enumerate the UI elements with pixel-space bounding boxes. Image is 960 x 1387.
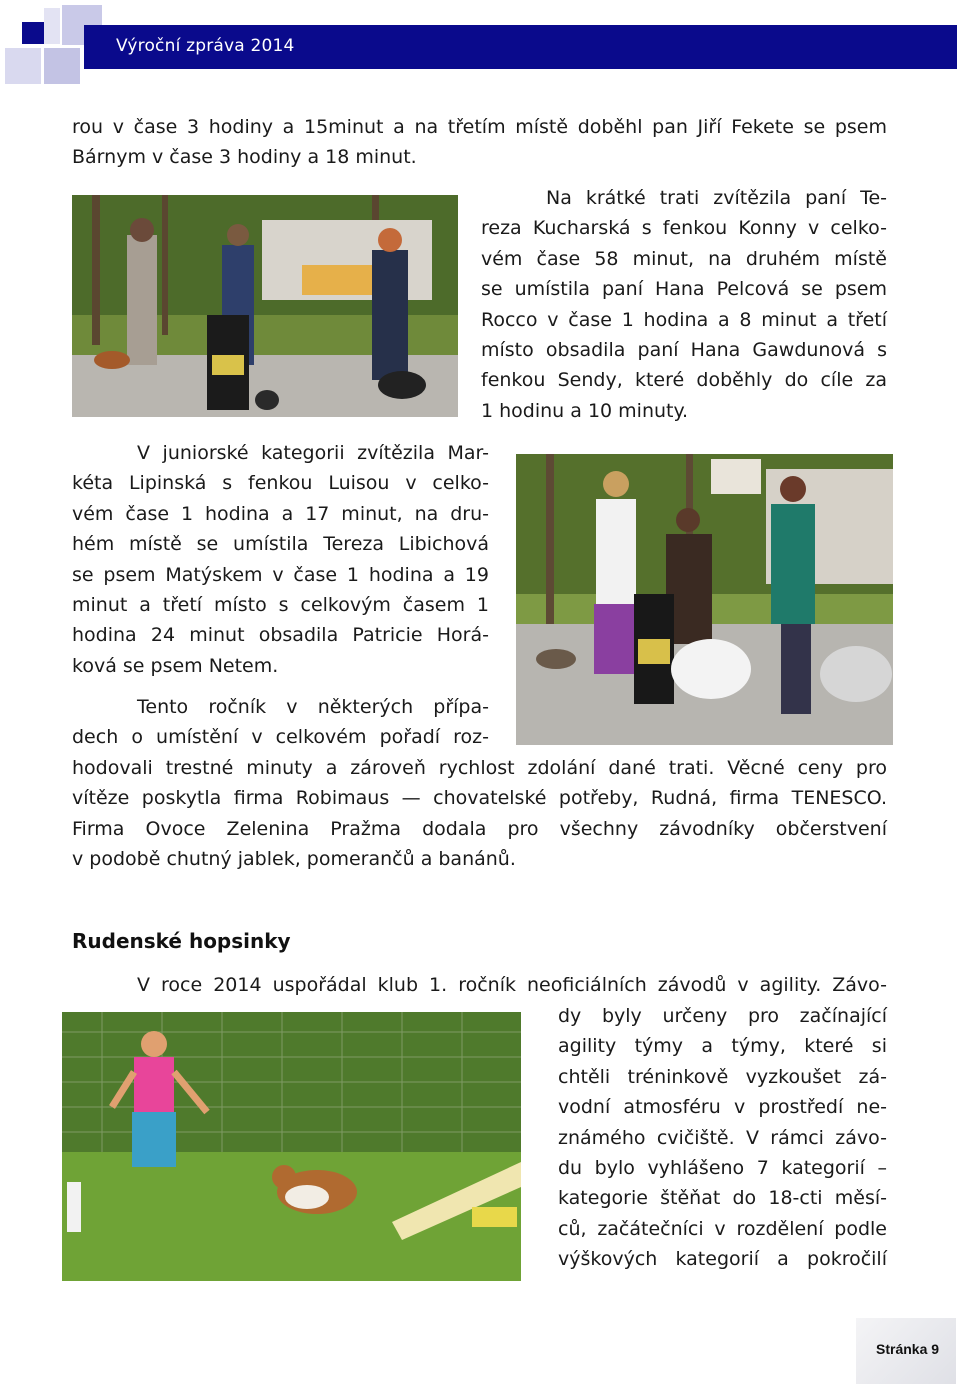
header-square-light xyxy=(5,48,41,84)
text-line: Rocco v čase 1 hodina a 8 minut a třetí xyxy=(481,308,887,331)
text-line: výškových kategorií a pokročilí xyxy=(558,1248,887,1271)
text-line: vodní atmosféru v prostředí ne- xyxy=(558,1096,887,1119)
text-line: vém čase 58 minut, na druhém místě xyxy=(481,247,887,270)
text-line: Na krátké trati zvítězila paní Te- xyxy=(546,187,887,209)
text-line: Firma Ovoce Zelenina Pražma dodala pro všechny závodníky občerstvení xyxy=(72,817,887,840)
text-line: agility týmy a týmy, které si xyxy=(558,1035,887,1058)
text-line: V roce 2014 uspořádal klub 1. ročník neoficiálních závodů v agility. Závo- xyxy=(137,974,887,996)
text-line: hém místě se umístila Tereza Libichová xyxy=(72,533,489,556)
text-line: v podobě chutný jablek, pomerančů a banánů. xyxy=(72,848,516,871)
header-square-light xyxy=(44,48,80,84)
text-line: dech o umístění v celkovém pořadí roz- xyxy=(72,726,489,749)
text-line: se psem Matýskem v čase 1 hodina a 19 xyxy=(72,563,489,586)
paragraph-sponsors xyxy=(72,753,887,875)
text-line: kéta Lipinská s fenkou Luisou v celko- xyxy=(72,472,489,495)
text-line: hodina 24 minut obsadila Patricie Horá- xyxy=(72,624,489,647)
text-line: 1 hodinu a 10 minuty. xyxy=(481,399,689,422)
text-line: du bylo vyhlášeno 7 kategorií – xyxy=(558,1157,887,1180)
photo-agility-run xyxy=(62,1012,521,1281)
section-heading: Rudenské hopsinky xyxy=(72,929,291,953)
text-line: Tento ročník v některých přípa- xyxy=(137,696,489,718)
header-square-dark xyxy=(22,22,44,44)
text-line: fenkou Sendy, které doběhly do cíle za xyxy=(481,369,887,392)
text-line: minut a třetí místo s celkovým časem 1 xyxy=(72,594,489,617)
paragraph-penalty-start xyxy=(72,692,489,753)
paragraph-junior-category xyxy=(72,438,489,681)
text-line: ců, začátečníci v rozdělení podle xyxy=(558,1217,887,1240)
header-title: Výroční zpráva 2014 xyxy=(116,36,295,56)
paragraph-continuation xyxy=(72,112,887,173)
text-line: V juniorské kategorii zvítězila Mar- xyxy=(137,442,489,464)
photo-winners-long-track xyxy=(72,195,458,417)
text-line: hodovali trestné minuty a zároveň rychlost zdolání dané trati. Věcné ceny pro xyxy=(72,757,887,779)
text-line: ková se psem Netem. xyxy=(72,654,279,677)
paragraph-agility-event xyxy=(558,1001,887,1275)
page-number: Stránka 9 xyxy=(876,1341,940,1357)
text-line: reza Kucharská s fenkou Konny v celko- xyxy=(481,217,887,240)
text-line: místo obsadila paní Hana Gawdunová s xyxy=(481,339,887,362)
text-line: vém čase 1 hodina a 17 minut, na dru- xyxy=(72,502,489,525)
text-line: rou v čase 3 hodiny a 15minut a na třetím místě doběhl pan Jiří Fekete se psem xyxy=(72,116,887,138)
section-intro xyxy=(72,970,887,1000)
text-line: známého cvičiště. V rámci závo- xyxy=(558,1126,887,1149)
header-square-light xyxy=(44,8,60,44)
text-line: chtěli tréninkově vyzkoušet zá- xyxy=(558,1065,887,1088)
text-line: Bárnym v čase 3 hodiny a 18 minut. xyxy=(72,146,417,169)
text-line: vítěze poskytla firma Robimaus — chovatelské potřeby, Rudná, firma TENESCO. xyxy=(72,787,887,810)
paragraph-short-track xyxy=(481,183,887,426)
text-line: kategorie štěňat do 18-cti měsí- xyxy=(558,1187,887,1210)
photo-junior-winners xyxy=(516,454,893,745)
text-line: se umístila paní Hana Pelcová se psem xyxy=(481,278,887,301)
text-line: dy byly určeny pro začínající xyxy=(558,1005,887,1027)
